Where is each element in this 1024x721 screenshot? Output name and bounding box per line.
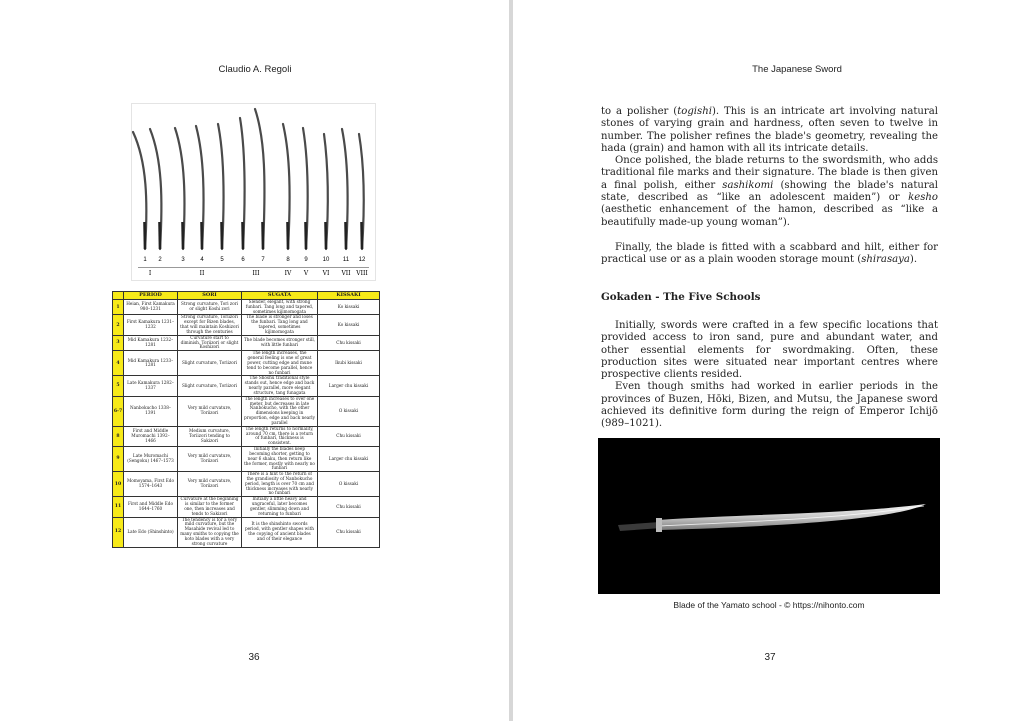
cell-num: 1: [113, 300, 124, 315]
cell-kissaki: Chu kissaki: [318, 517, 380, 547]
figure-roman-numeral: IV: [284, 270, 292, 277]
header-sugata: SUGATA: [242, 292, 318, 300]
paragraph-provinces: Even though smiths had worked in earlier periods in the provinces of Buzen, Hōki, Bizen, and Mutsu, the Japanese sword achieved its definitive form during the reign of Emperor Ichijō (989–1021).: [601, 381, 938, 430]
cell-period: Momoyama, First Edo 1574–1643: [124, 472, 178, 497]
table-row: [113, 472, 380, 497]
header-num: [113, 292, 124, 300]
table-row: [113, 497, 380, 517]
table-row: [113, 351, 380, 376]
figure-number: 8: [286, 257, 290, 263]
figure-divider-line: [138, 267, 369, 268]
sword-tang-6: [243, 222, 244, 249]
sword-tang-10: [326, 222, 327, 249]
figure-roman-numeral: VIII: [356, 270, 368, 277]
cell-sori: Curvature at the beginning is similar to the former one, then increases and tends to Sakizori: [178, 497, 242, 517]
cell-period: Late Kamakura 1282–1337: [124, 376, 178, 396]
sword-tang-5: [222, 222, 223, 249]
running-head-left: Claudio A. Regoli: [218, 64, 292, 75]
cell-sugata: The Shoshu traditional style stands out, hence edge and back nearly parallel, more elegant structure, tang funagata: [242, 376, 318, 396]
cell-period: Late Edo (Shinshinto): [124, 517, 178, 547]
cell-kissaki: O kissaki: [318, 472, 380, 497]
header-sori: SORI: [178, 292, 242, 300]
figure-roman-numeral: III: [252, 270, 260, 277]
figure-number: 9: [304, 257, 308, 263]
cell-sori: Very mild curvature, Toriizori: [178, 472, 242, 497]
photo-caption: Blade of the Yamato school - © https://nihonto.com: [673, 600, 865, 610]
periods-table: [112, 291, 380, 548]
cell-sugata: Slender, elegant, with strong funbari. Tang long and tapered, sometimes kijimomogata: [242, 300, 318, 315]
table-row: [113, 376, 380, 396]
sword-tang-4: [202, 222, 203, 249]
cell-kissaki: Larger chu kissaki: [318, 376, 380, 396]
sword-tang-9: [306, 222, 307, 249]
cell-sugata: There is a hint to the return of the grandiosity of Nanbokucho period, length is over 70 cm and thickness increases with nearly no funbari: [242, 472, 318, 497]
header-kissaki: KISSAKI: [318, 292, 380, 300]
cell-period: First and Middle Muromachi 1392–1466: [124, 426, 178, 446]
cell-num: 9: [113, 447, 124, 472]
cell-sugata: The length increases to over one meter, but decreases in late Nanbokucho, with the other dimensions keeping in proportion, edge and back nearly parallel: [242, 396, 318, 426]
cell-kissaki: Larger chu kissaki: [318, 447, 380, 472]
cell-kissaki: Chu kissaki: [318, 335, 380, 350]
running-head-right: The Japanese Sword: [752, 64, 842, 75]
cell-sugata: The length increases, the general feeling is one of great power, cutting edge and mune tend to become parallel, hence no funbari: [242, 351, 318, 376]
cell-kissaki: O kissaki: [318, 396, 380, 426]
sword-tang-12: [362, 222, 363, 249]
paragraph-locations: Initially, swords were crafted in a few specific locations that provided access to iron sand, pure and abundant water, and other essential elements for swordmaking. Often, these production sites were situated near important centres where prospective clients resided.: [601, 320, 938, 381]
cell-sori: The tendency is for a very mild curvature, but the Masahide revival led to many smiths to copying the koto blades with a very strong curvature: [178, 517, 242, 547]
figure-number: 10: [322, 257, 330, 263]
cell-kissaki: Ikubi kissaki: [318, 351, 380, 376]
figure-roman-numeral: V: [303, 270, 309, 277]
cell-period: Mid Kamakura 1232–1281: [124, 335, 178, 350]
paragraph-final-polish: Once polished, the blade returns to the swordsmith, who adds traditional file marks and their signature. The blade is then given a final polish, either sashikomi (showing the blade's natural state, described as “like an adolescent maiden”) or kesho (aesthetic enhancement of the hamon, described as “like a beautifully made-up young woman”).: [601, 155, 938, 228]
cell-num: 8: [113, 426, 124, 446]
figure-number: 12: [358, 257, 366, 263]
cell-sugata: Initially a little heavy and ungraceful, later becomes gentler, slimming down and returning to funbari: [242, 497, 318, 517]
sword-tang-3: [183, 222, 184, 249]
page-number-left: 36: [248, 652, 260, 663]
figure-roman-numeral: I: [148, 270, 152, 277]
cell-kissaki: Ko kissaki: [318, 315, 380, 335]
section-heading: Gokaden - The Five Schools: [601, 291, 761, 303]
table-row: [113, 396, 380, 426]
sword-shapes-figure: [131, 103, 376, 281]
cell-num: 11: [113, 497, 124, 517]
cell-period: Heian, First Kamakura 980–1231: [124, 300, 178, 315]
cell-sori: Strong curvature, Tori zori or slight Koshi zori: [178, 300, 242, 315]
cell-sugata: The length returns to normality, around 70 cm, there is a return of funbari, thickness is consistent.: [242, 426, 318, 446]
cell-sugata: The blade is stronger and loses the funbari. Tang long and tapered, sometimes kijimomogata: [242, 315, 318, 335]
figure-roman-row: [132, 270, 375, 280]
cell-num: 6-7: [113, 396, 124, 426]
cell-sori: Strong curvature, Toriizori except for Bizen blades, that will maintain Koshizori through the centuries: [178, 315, 242, 335]
cell-sori: Slight curvature, Toriizori: [178, 351, 242, 376]
cell-num: 4: [113, 351, 124, 376]
paragraph-fitting: Finally, the blade is fitted with a scabbard and hilt, either for practical use or as a plain wooden storage mount (shirasaya).: [601, 241, 938, 266]
sword-tang-2: [160, 222, 161, 249]
header-period: PERIOD: [124, 292, 178, 300]
cell-period: First Kamakura 1231–1232: [124, 315, 178, 335]
cell-period: First and Middle Edo 1644–1760: [124, 497, 178, 517]
sword-tang-7: [263, 222, 264, 249]
figure-number: 1: [143, 257, 147, 263]
cell-kissaki: Ko kissaki: [318, 300, 380, 315]
yamato-blade-photo: [598, 438, 940, 594]
table-row: [113, 426, 380, 446]
table-row: [113, 300, 380, 315]
cell-num: 5: [113, 376, 124, 396]
figure-roman-numeral: II: [199, 270, 205, 277]
figure-number: 5: [220, 257, 224, 263]
cell-sugata: Initially the blades keep becoming shorter, getting to near 6 shaku, then return like the former, mostly with nearly no funbari: [242, 447, 318, 472]
table-row: [113, 315, 380, 335]
body-text-gokaden: [601, 320, 938, 431]
table-row: [113, 517, 380, 547]
figure-number: 6: [241, 257, 245, 263]
cell-sori: Very mild curvature, Toriizori: [178, 396, 242, 426]
cell-sori: Medium curvature, Toriizori tending to Sakizori: [178, 426, 242, 446]
sword-tang-11: [346, 222, 347, 249]
cell-period: Late Muromachi (Sengoku) 1467–1573: [124, 447, 178, 472]
cell-sori: Curvature start to diminish, Toriizori or slight Koshizori: [178, 335, 242, 350]
figure-roman-numeral: VII: [341, 270, 351, 277]
cell-sugata: It is the shinshinto swords period, with gentler shapes with the copying of ancient blades and of their elegance: [242, 517, 318, 547]
table-row: [113, 447, 380, 472]
paragraph-polisher: to a polisher (togishi). This is an intricate art involving natural stones of varying grain and hardness, often seven to twelve in number. The polisher refines the blade's geometry, revealing the hada (grain) and hamon with all its intricate details.: [601, 106, 938, 154]
figure-number: 11: [342, 257, 350, 263]
figure-number: 3: [181, 257, 185, 263]
cell-kissaki: Chu kissaki: [318, 497, 380, 517]
sword-silhouettes: [132, 104, 375, 254]
page-number-right: 37: [764, 652, 776, 663]
sword-tang-1: [145, 222, 146, 249]
cell-period: Mid Kamakura 1233–1281: [124, 351, 178, 376]
cell-sori: Slight curvature, Toriizori: [178, 376, 242, 396]
figure-number: 4: [200, 257, 204, 263]
cell-num: 10: [113, 472, 124, 497]
blade-image: [598, 438, 940, 594]
cell-sori: Very mild curvature, Toriizori: [178, 447, 242, 472]
sword-tang-8: [288, 222, 289, 249]
figure-number: 2: [158, 257, 162, 263]
table-header-row: [113, 292, 380, 300]
cell-period: Nanbokucho 1338–1391: [124, 396, 178, 426]
figure-number: 7: [261, 257, 265, 263]
figure-roman-numeral: VI: [322, 270, 330, 277]
cell-kissaki: Chu kissaki: [318, 426, 380, 446]
body-text-top: [601, 106, 938, 267]
cell-sugata: The blade becomes stronger still, with little funbari: [242, 335, 318, 350]
cell-num: 2: [113, 315, 124, 335]
figure-number-row: [132, 257, 375, 267]
cell-num: 3: [113, 335, 124, 350]
cell-num: 12: [113, 517, 124, 547]
table-row: [113, 335, 380, 350]
